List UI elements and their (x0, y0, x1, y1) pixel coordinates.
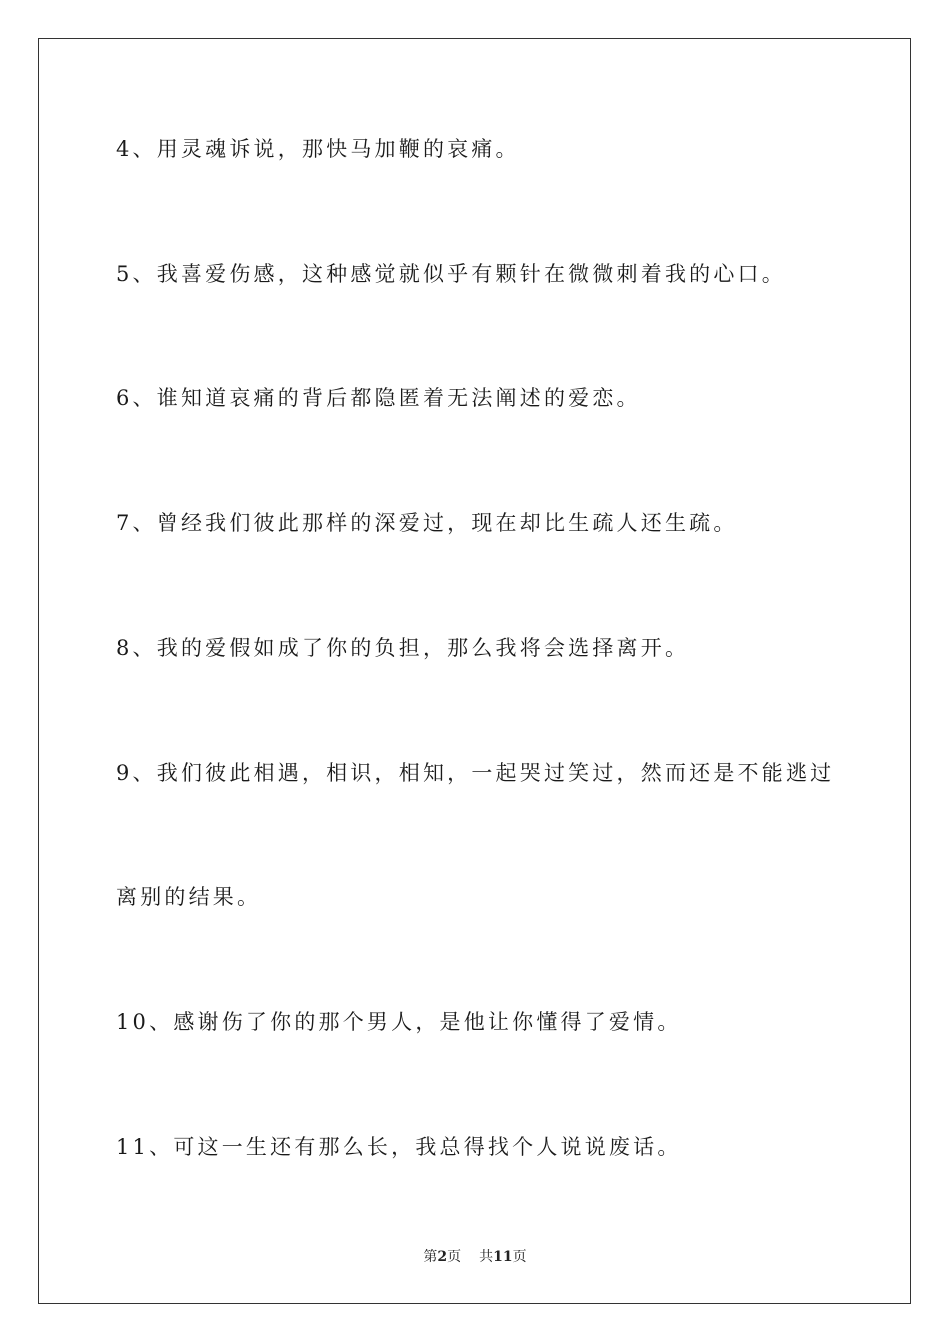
footer-page-suffix: 页 (447, 1249, 462, 1265)
text-line-8: 8、我的爱假如成了你的负担，那么我将会选择离开。 (116, 636, 690, 660)
page-frame (38, 38, 911, 1304)
footer-page-prefix: 第 (423, 1249, 438, 1265)
text-line-9-continued: 离别的结果。 (116, 885, 262, 909)
footer-total-number: 11 (493, 1249, 513, 1265)
text-line-5: 5、我喜爱伤感，这种感觉就似乎有颗针在微微刺着我的心口。 (116, 262, 786, 286)
text-line-11: 11、可这一生还有那么长，我总得找个人说说废话。 (116, 1135, 682, 1159)
page-footer (0, 1247, 950, 1267)
text-line-10: 10、感谢伤了你的那个男人，是他让你懂得了爱情。 (116, 1010, 682, 1034)
footer-page-number: 2 (437, 1249, 448, 1265)
footer-total-suffix: 页 (512, 1249, 527, 1265)
footer-total-prefix: 共 (479, 1249, 494, 1265)
text-line-6: 6、谁知道哀痛的背后都隐匿着无法阐述的爱恋。 (116, 386, 641, 410)
text-line-7: 7、曾经我们彼此那样的深爱过，现在却比生疏人还生疏。 (116, 511, 738, 535)
text-line-9: 9、我们彼此相遇，相识，相知，一起哭过笑过，然而还是不能逃过 (116, 761, 835, 785)
text-line-4: 4、用灵魂诉说，那快马加鞭的哀痛。 (116, 137, 520, 161)
